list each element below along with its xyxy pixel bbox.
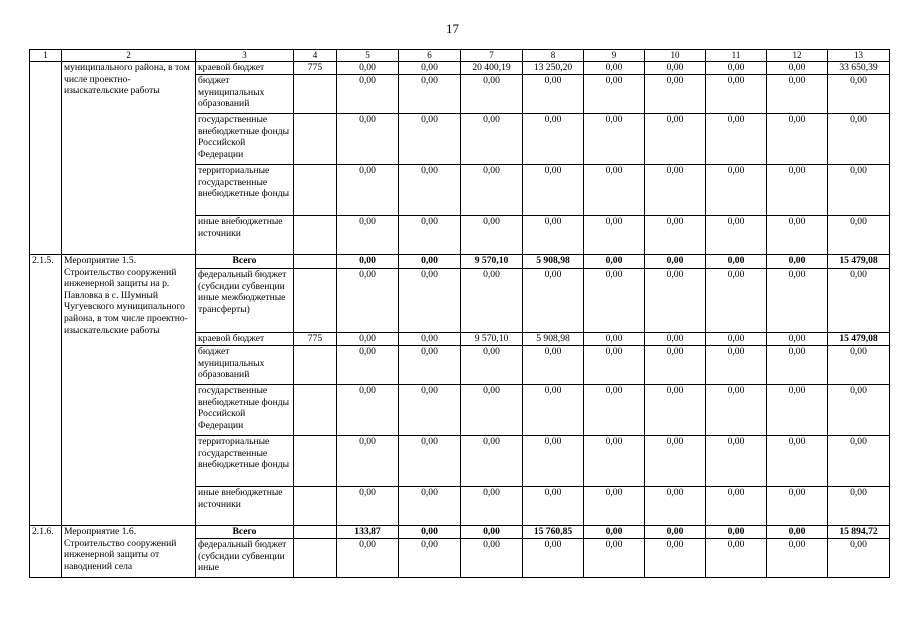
value-cell: 0,00	[706, 333, 767, 346]
value-cell: 0,00	[461, 75, 523, 114]
value-cell: 0,00	[706, 165, 767, 216]
value-cell: 0,00	[461, 346, 523, 385]
value-cell: 0,00	[337, 436, 399, 487]
header-row	[30, 50, 890, 62]
value-cell: 0,00	[584, 346, 645, 385]
page-number: 17	[446, 21, 459, 36]
value-cell: 0,00	[337, 487, 399, 526]
value-cell: 0,00	[645, 269, 706, 333]
code-cell	[294, 487, 337, 526]
value-cell: 0,00	[767, 487, 828, 526]
value-cell: 0,00	[706, 539, 767, 578]
value-cell: 0,00	[767, 526, 828, 539]
value-cell: 0,00	[584, 526, 645, 539]
source-label-cell: федеральный бюджет (субсидии субвенции иные	[196, 539, 294, 578]
value-cell: 0,00	[337, 385, 399, 436]
code-cell	[294, 269, 337, 333]
value-cell: 0,00	[828, 436, 890, 487]
value-cell: 0,00	[584, 487, 645, 526]
value-cell: 0,00	[828, 165, 890, 216]
value-cell: 0,00	[337, 346, 399, 385]
item-title-cell: муниципального района, в том числе проектно-изыскательские работы	[62, 62, 196, 255]
value-cell: 0,00	[706, 114, 767, 165]
value-cell: 0,00	[645, 75, 706, 114]
value-cell: 0,00	[645, 333, 706, 346]
source-label-cell: иные внебюджетные источники	[196, 216, 294, 255]
value-cell: 0,00	[584, 436, 645, 487]
value-cell: 0,00	[828, 385, 890, 436]
source-label-cell: краевой бюджет	[196, 333, 294, 346]
source-label-cell: краевой бюджет	[196, 62, 294, 75]
value-cell: 15 479,08	[828, 255, 890, 269]
value-cell: 0,00	[584, 539, 645, 578]
code-cell	[294, 255, 337, 269]
code-cell: 775	[294, 333, 337, 346]
value-cell: 0,00	[523, 487, 584, 526]
item-code-cell	[30, 62, 62, 255]
value-cell: 133,87	[337, 526, 399, 539]
table-row	[30, 62, 890, 75]
value-cell: 0,00	[828, 114, 890, 165]
header-cell-3: 3	[196, 50, 294, 62]
value-cell: 0,00	[523, 216, 584, 255]
value-cell: 0,00	[461, 114, 523, 165]
source-label-cell: территориальные государственные внебюджетные фонды	[196, 165, 294, 216]
value-cell: 0,00	[461, 216, 523, 255]
source-label-cell: бюджет муниципальных образований	[196, 75, 294, 114]
source-label-cell: Всего	[196, 255, 294, 269]
value-cell: 0,00	[584, 255, 645, 269]
value-cell: 0,00	[584, 385, 645, 436]
value-cell: 0,00	[706, 346, 767, 385]
value-cell: 0,00	[584, 165, 645, 216]
value-cell: 0,00	[706, 436, 767, 487]
value-cell: 0,00	[584, 333, 645, 346]
value-cell: 0,00	[399, 216, 461, 255]
value-cell: 0,00	[767, 333, 828, 346]
value-cell: 0,00	[399, 62, 461, 75]
value-cell: 0,00	[767, 346, 828, 385]
value-cell: 0,00	[399, 346, 461, 385]
value-cell: 0,00	[399, 269, 461, 333]
source-label-cell: государственные внебюджетные фонды Российской Федерации	[196, 385, 294, 436]
value-cell: 0,00	[828, 487, 890, 526]
value-cell: 0,00	[523, 165, 584, 216]
value-cell: 0,00	[337, 165, 399, 216]
value-cell: 0,00	[461, 269, 523, 333]
value-cell: 0,00	[399, 526, 461, 539]
value-cell: 0,00	[337, 255, 399, 269]
value-cell: 0,00	[399, 436, 461, 487]
value-cell: 0,00	[399, 539, 461, 578]
value-cell: 15 760,85	[523, 526, 584, 539]
code-cell	[294, 346, 337, 385]
budget-table	[29, 49, 890, 578]
value-cell: 0,00	[645, 526, 706, 539]
source-label-cell: государственные внебюджетные фонды Российской Федерации	[196, 114, 294, 165]
header-cell-11: 11	[706, 50, 767, 62]
value-cell: 0,00	[399, 333, 461, 346]
item-code-cell: 2.1.5.	[30, 255, 62, 526]
value-cell: 0,00	[337, 75, 399, 114]
value-cell: 0,00	[706, 216, 767, 255]
header-cell-8: 8	[523, 50, 584, 62]
header-cell-5: 5	[337, 50, 399, 62]
value-cell: 0,00	[767, 75, 828, 114]
item-title-cell: Мероприятие 1.5. Строительство сооружений инженерной защиты на р. Павловка в с. Шумный Чугуевского муниципального района, в том числе проектно-изыскательские работы	[62, 255, 196, 526]
header-cell-9: 9	[584, 50, 645, 62]
code-cell	[294, 216, 337, 255]
value-cell: 0,00	[767, 62, 828, 75]
header-cell-12: 12	[767, 50, 828, 62]
value-cell: 0,00	[828, 539, 890, 578]
value-cell: 0,00	[706, 487, 767, 526]
value-cell: 0,00	[399, 255, 461, 269]
value-cell: 0,00	[337, 216, 399, 255]
value-cell: 0,00	[337, 62, 399, 75]
value-cell: 0,00	[461, 165, 523, 216]
value-cell: 0,00	[645, 385, 706, 436]
value-cell: 0,00	[645, 216, 706, 255]
value-cell: 0,00	[584, 269, 645, 333]
item-code-cell: 2.1.6.	[30, 526, 62, 578]
value-cell: 0,00	[461, 539, 523, 578]
value-cell: 0,00	[706, 255, 767, 269]
value-cell: 0,00	[706, 385, 767, 436]
value-cell: 0,00	[523, 539, 584, 578]
value-cell: 0,00	[399, 165, 461, 216]
source-label-cell: территориальные государственные внебюджетные фонды	[196, 436, 294, 487]
header-cell-13: 13	[828, 50, 890, 62]
source-label-cell: бюджет муниципальных образований	[196, 346, 294, 385]
code-cell	[294, 165, 337, 216]
value-cell: 0,00	[523, 385, 584, 436]
value-cell: 0,00	[645, 346, 706, 385]
table-row	[30, 526, 890, 539]
value-cell: 0,00	[645, 255, 706, 269]
value-cell: 0,00	[584, 62, 645, 75]
value-cell: 0,00	[523, 114, 584, 165]
value-cell: 0,00	[828, 216, 890, 255]
value-cell: 0,00	[767, 436, 828, 487]
value-cell: 15 894,72	[828, 526, 890, 539]
value-cell: 0,00	[645, 62, 706, 75]
value-cell: 0,00	[461, 385, 523, 436]
value-cell: 0,00	[584, 114, 645, 165]
value-cell: 5 908,98	[523, 333, 584, 346]
value-cell: 0,00	[399, 114, 461, 165]
value-cell: 0,00	[767, 114, 828, 165]
value-cell: 0,00	[645, 487, 706, 526]
value-cell: 15 479,08	[828, 333, 890, 346]
header-cell-6: 6	[399, 50, 461, 62]
value-cell: 0,00	[523, 269, 584, 333]
value-cell: 0,00	[645, 539, 706, 578]
value-cell: 33 650,39	[828, 62, 890, 75]
value-cell: 9 570,10	[461, 333, 523, 346]
value-cell: 5 908,98	[523, 255, 584, 269]
value-cell: 0,00	[767, 269, 828, 333]
code-cell: 775	[294, 62, 337, 75]
value-cell: 0,00	[767, 216, 828, 255]
header-cell-4: 4	[294, 50, 337, 62]
value-cell: 0,00	[461, 487, 523, 526]
value-cell: 0,00	[337, 269, 399, 333]
value-cell: 0,00	[828, 269, 890, 333]
value-cell: 0,00	[706, 62, 767, 75]
code-cell	[294, 114, 337, 165]
value-cell: 0,00	[645, 165, 706, 216]
value-cell: 0,00	[767, 385, 828, 436]
value-cell: 0,00	[584, 75, 645, 114]
table-row	[30, 255, 890, 269]
value-cell: 0,00	[337, 539, 399, 578]
header-cell-10: 10	[645, 50, 706, 62]
code-cell	[294, 436, 337, 487]
source-label-cell: иные внебюджетные источники	[196, 487, 294, 526]
value-cell: 0,00	[399, 385, 461, 436]
code-cell	[294, 539, 337, 578]
value-cell: 0,00	[337, 114, 399, 165]
value-cell: 0,00	[337, 333, 399, 346]
value-cell: 13 250,20	[523, 62, 584, 75]
header-cell-1: 1	[30, 50, 62, 62]
value-cell: 0,00	[461, 436, 523, 487]
header-cell-2: 2	[62, 50, 196, 62]
value-cell: 9 570,10	[461, 255, 523, 269]
value-cell: 0,00	[645, 436, 706, 487]
header-cell-7: 7	[461, 50, 523, 62]
value-cell: 0,00	[523, 75, 584, 114]
value-cell: 0,00	[399, 75, 461, 114]
value-cell: 0,00	[706, 526, 767, 539]
source-label-cell: федеральный бюджет (субсидии субвенции иные межбюджетные трансферты)	[196, 269, 294, 333]
value-cell: 0,00	[645, 114, 706, 165]
item-title-cell: Мероприятие 1.6. Строительство сооружений инженерной защиты от наводнений села	[62, 526, 196, 578]
value-cell: 0,00	[523, 346, 584, 385]
value-cell: 0,00	[767, 255, 828, 269]
value-cell: 0,00	[706, 269, 767, 333]
value-cell: 0,00	[399, 487, 461, 526]
value-cell: 0,00	[767, 165, 828, 216]
code-cell	[294, 385, 337, 436]
value-cell: 20 400,19	[461, 62, 523, 75]
code-cell	[294, 526, 337, 539]
value-cell: 0,00	[828, 75, 890, 114]
value-cell: 0,00	[828, 346, 890, 385]
value-cell: 0,00	[584, 216, 645, 255]
value-cell: 0,00	[461, 526, 523, 539]
code-cell	[294, 75, 337, 114]
value-cell: 0,00	[523, 436, 584, 487]
value-cell: 0,00	[767, 539, 828, 578]
value-cell: 0,00	[706, 75, 767, 114]
source-label-cell: Всего	[196, 526, 294, 539]
